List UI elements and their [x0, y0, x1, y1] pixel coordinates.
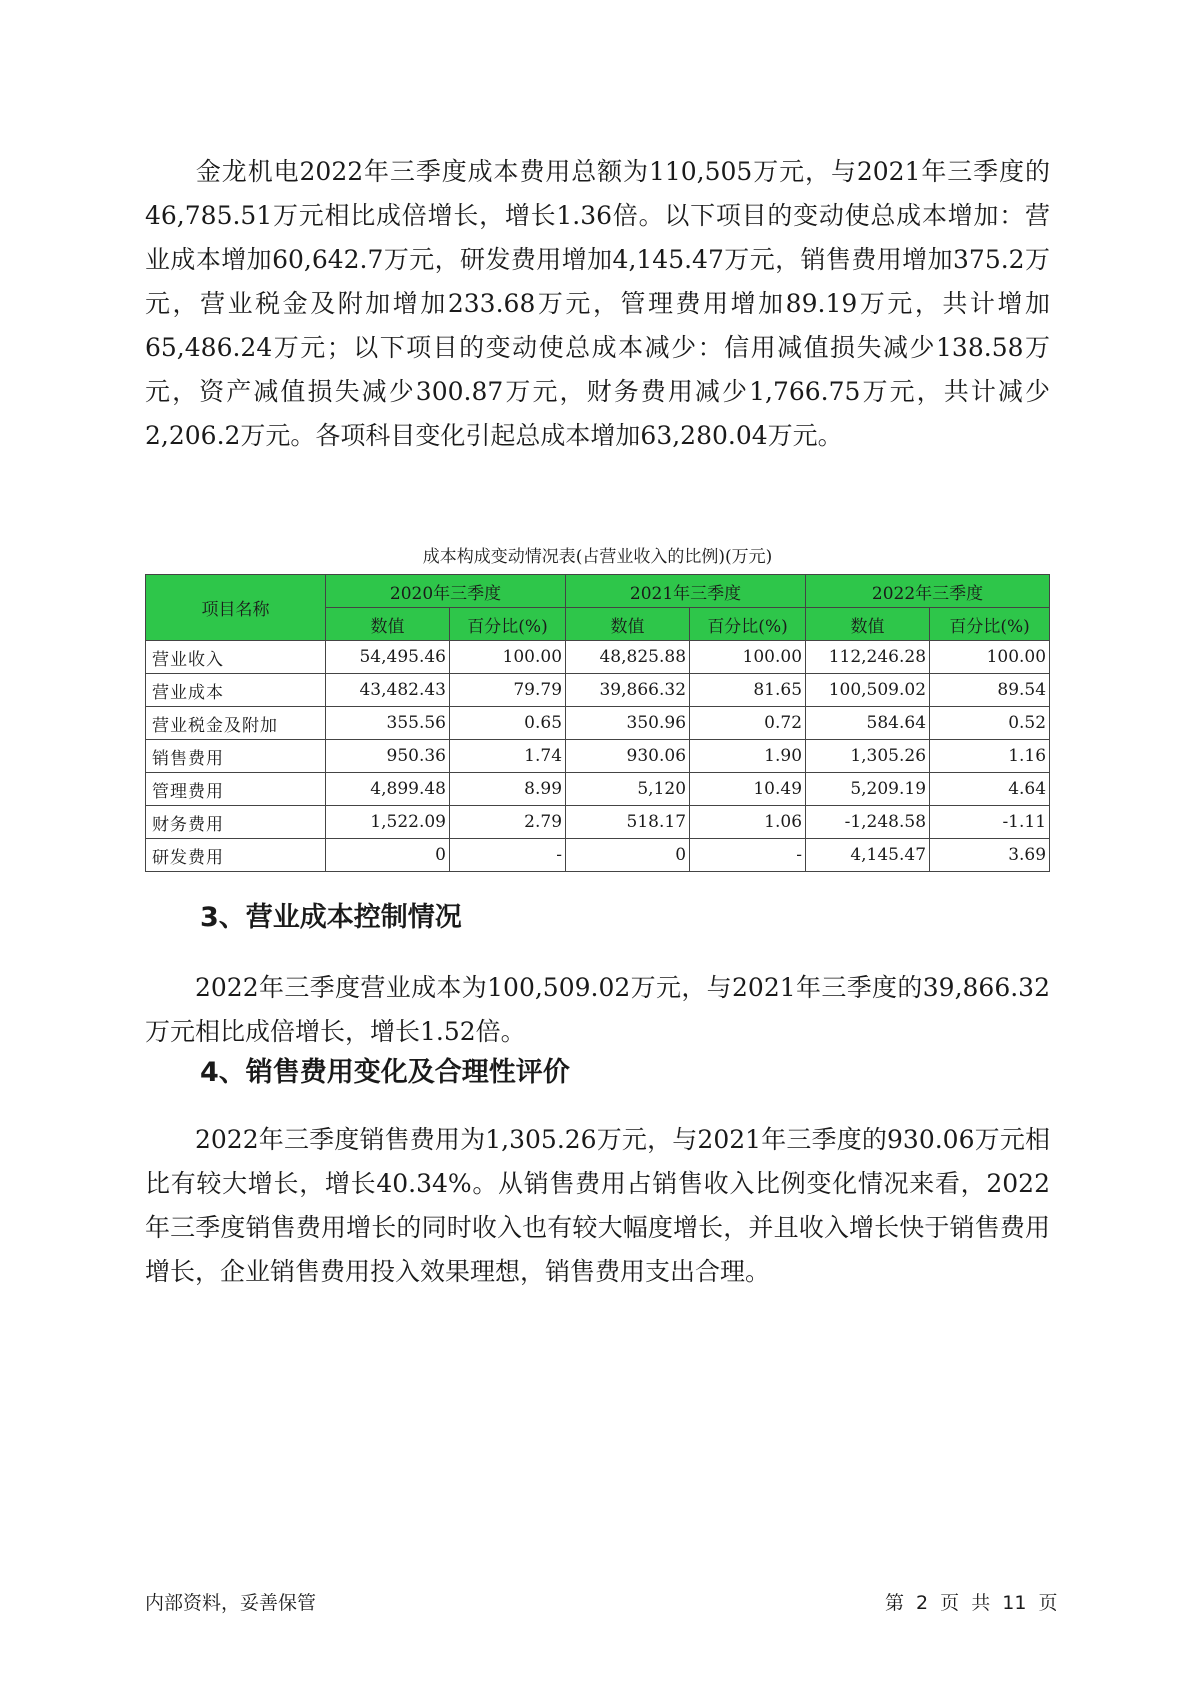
cell-pct: 1.16 — [930, 740, 1050, 773]
cell-pct: 1.74 — [450, 740, 566, 773]
row-name: 管理费用 — [146, 773, 326, 806]
cell-pct: - — [690, 839, 806, 872]
row-name: 营业成本 — [146, 674, 326, 707]
footer-confidential-note: 内部资料，妥善保管 — [145, 1592, 317, 1614]
table-row — [146, 641, 1050, 674]
cell-value: 48,825.88 — [566, 641, 690, 674]
header-period-2021: 2021年三季度 — [566, 575, 806, 608]
table-row — [146, 740, 1050, 773]
cell-pct: - — [450, 839, 566, 872]
cell-value: 112,246.28 — [806, 641, 930, 674]
cell-pct: 0.72 — [690, 707, 806, 740]
cost-structure-table — [145, 574, 1050, 872]
cell-value: 54,495.46 — [326, 641, 450, 674]
cell-pct: 10.49 — [690, 773, 806, 806]
cell-pct: 100.00 — [690, 641, 806, 674]
cell-pct: 79.79 — [450, 674, 566, 707]
table-row — [146, 773, 1050, 806]
cell-value: 100,509.02 — [806, 674, 930, 707]
header-period-2020: 2020年三季度 — [326, 575, 566, 608]
cell-pct: 0.52 — [930, 707, 1050, 740]
cell-value: 350.96 — [566, 707, 690, 740]
subheader-value: 数值 — [326, 608, 450, 641]
cell-pct: 100.00 — [930, 641, 1050, 674]
subheader-pct: 百分比(%) — [930, 608, 1050, 641]
cell-pct: 81.65 — [690, 674, 806, 707]
cell-value: 4,145.47 — [806, 839, 930, 872]
table-row — [146, 806, 1050, 839]
row-name: 营业收入 — [146, 641, 326, 674]
cell-value: 930.06 — [566, 740, 690, 773]
table-row — [146, 839, 1050, 872]
cell-pct: 8.99 — [450, 773, 566, 806]
cell-value: 0 — [326, 839, 450, 872]
cell-pct: 1.06 — [690, 806, 806, 839]
subheader-value: 数值 — [566, 608, 690, 641]
cell-value: -1,248.58 — [806, 806, 930, 839]
cell-pct: -1.11 — [930, 806, 1050, 839]
cell-value: 950.36 — [326, 740, 450, 773]
cell-pct: 100.00 — [450, 641, 566, 674]
row-name: 销售费用 — [146, 740, 326, 773]
table-caption: 成本构成变动情况表(占营业收入的比例)(万元) — [422, 547, 773, 567]
cell-value: 1,305.26 — [806, 740, 930, 773]
section-heading-cost-control: 3、营业成本控制情况 — [200, 902, 462, 933]
cell-pct: 1.90 — [690, 740, 806, 773]
cell-value: 355.56 — [326, 707, 450, 740]
cell-value: 5,209.19 — [806, 773, 930, 806]
cell-pct: 2.79 — [450, 806, 566, 839]
cell-value: 584.64 — [806, 707, 930, 740]
table-row — [146, 707, 1050, 740]
table-row — [146, 674, 1050, 707]
cell-pct: 89.54 — [930, 674, 1050, 707]
paragraph-operating-cost — [145, 966, 1050, 1054]
paragraph-sales-expense-text: 2022年三季度销售费用为1,305.26万元，与2021年三季度的930.06万元相比有较大增长，增长40.34%。从销售费用占销售收入比例变化情况来看，2022年三季度销售费用增长的同时收入也有较大幅度增长，并且收入增长快于销售费用增长，企业销售费用投入效果理想，销售费用支出合理。 — [145, 1125, 1050, 1286]
paragraph-cost-summary-text: 金龙机电2022年三季度成本费用总额为110,505万元，与2021年三季度的46,785.51万元相比成倍增长，增长1.36倍。以下项目的变动使总成本增加：营业成本增加60,642.7万元，研发费用增加4,145.47万元，销售费用增加375.2万元，营业税金及附加增加233.68万元，管理费用增加89.19万元，共计增加65,486.24万元；以下项目的变动使总成本减少：信用减值损失减少138.58万元，资产减值损失减少300.87万元，财务费用减少1,766.75万元，共计减少2,206.2万元。各项科目变化引起总成本增加63,280.04万元。 — [145, 157, 1050, 450]
cell-value: 39,866.32 — [566, 674, 690, 707]
paragraph-operating-cost-text: 2022年三季度营业成本为100,509.02万元，与2021年三季度的39,866.32万元相比成倍增长，增长1.52倍。 — [145, 973, 1050, 1046]
cell-value: 518.17 — [566, 806, 690, 839]
row-name: 研发费用 — [146, 839, 326, 872]
header-item-name: 项目名称 — [146, 575, 326, 641]
header-period-2022: 2022年三季度 — [806, 575, 1050, 608]
cell-pct: 4.64 — [930, 773, 1050, 806]
cell-pct: 3.69 — [930, 839, 1050, 872]
cell-pct: 0.65 — [450, 707, 566, 740]
footer-page-number: 第 2 页 共 11 页 — [885, 1592, 1058, 1614]
subheader-value: 数值 — [806, 608, 930, 641]
cell-value: 43,482.43 — [326, 674, 450, 707]
paragraph-sales-expense — [145, 1118, 1050, 1294]
cell-value: 4,899.48 — [326, 773, 450, 806]
paragraph-cost-summary — [145, 150, 1050, 458]
cell-value: 5,120 — [566, 773, 690, 806]
section-heading-sales-expense: 4、销售费用变化及合理性评价 — [200, 1057, 570, 1088]
row-name: 财务费用 — [146, 806, 326, 839]
cell-value: 1,522.09 — [326, 806, 450, 839]
cell-value: 0 — [566, 839, 690, 872]
subheader-pct: 百分比(%) — [450, 608, 566, 641]
subheader-pct: 百分比(%) — [690, 608, 806, 641]
row-name: 营业税金及附加 — [146, 707, 326, 740]
